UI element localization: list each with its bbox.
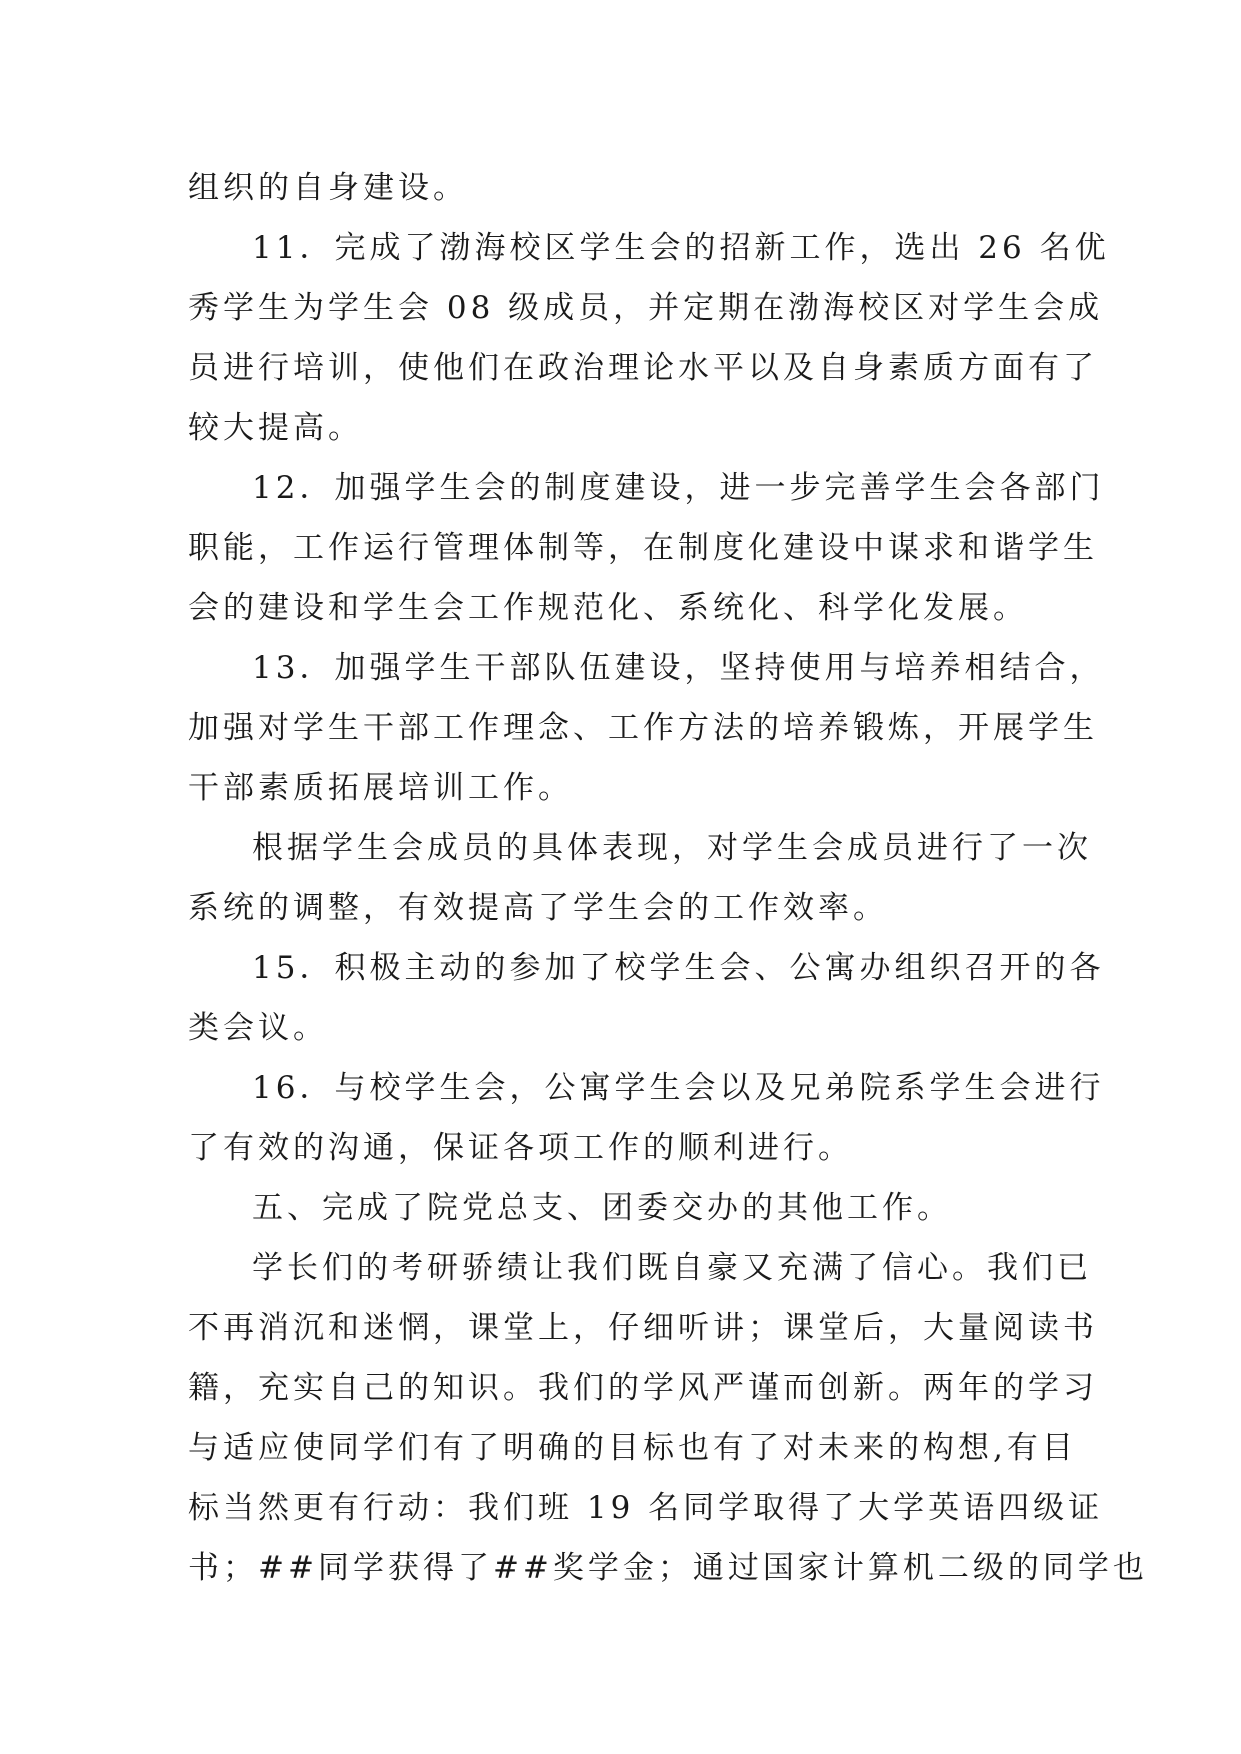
text-line: 加强对学生干部工作理念、工作方法的培养锻炼，开展学生 bbox=[188, 710, 1098, 746]
text-line: 12．加强学生会的制度建设，进一步完善学生会各部门 bbox=[252, 470, 1105, 506]
text-line: 书；##同学获得了##奖学金；通过国家计算机二级的同学也 bbox=[188, 1550, 1148, 1586]
text-line: 五、完成了院党总支、团委交办的其他工作。 bbox=[252, 1190, 952, 1226]
text-line: 职能，工作运行管理体制等，在制度化建设中谋求和谐学生 bbox=[188, 530, 1098, 566]
text-line: 学长们的考研骄绩让我们既自豪又充满了信心。我们已 bbox=[252, 1250, 1092, 1286]
text-line: 了有效的沟通，保证各项工作的顺利进行。 bbox=[188, 1130, 853, 1166]
text-line: 类会议。 bbox=[188, 1010, 328, 1046]
text-line: 11．完成了渤海校区学生会的招新工作，选出 26 名优 bbox=[252, 230, 1110, 266]
text-line: 15．积极主动的参加了校学生会、公寓办组织召开的各 bbox=[252, 950, 1105, 986]
text-line: 干部素质拓展培训工作。 bbox=[188, 770, 573, 806]
document-body bbox=[188, 158, 1148, 1598]
text-line: 与适应使同学们有了明确的目标也有了对未来的构想,有目 bbox=[188, 1430, 1077, 1466]
text-line: 秀学生为学生会 08 级成员，并定期在渤海校区对学生会成 bbox=[188, 290, 1104, 326]
text-line: 系统的调整，有效提高了学生会的工作效率。 bbox=[188, 890, 888, 926]
text-line: 不再消沉和迷惘，课堂上，仔细听讲；课堂后，大量阅读书 bbox=[188, 1310, 1098, 1346]
text-line: 较大提高。 bbox=[188, 410, 363, 446]
text-line: 13．加强学生干部队伍建设，坚持使用与培养相结合， bbox=[252, 650, 1105, 686]
text-line: 根据学生会成员的具体表现，对学生会成员进行了一次 bbox=[252, 830, 1092, 866]
text-line: 会的建设和学生会工作规范化、系统化、科学化发展。 bbox=[188, 590, 1028, 626]
text-line: 员进行培训，使他们在政治理论水平以及自身素质方面有了 bbox=[188, 350, 1098, 386]
text-line: 16．与校学生会，公寓学生会以及兄弟院系学生会进行 bbox=[252, 1070, 1105, 1106]
text-line: 标当然更有行动：我们班 19 名同学取得了大学英语四级证 bbox=[188, 1490, 1104, 1526]
text-line: 组织的自身建设。 bbox=[188, 170, 468, 206]
text-line: 籍，充实自己的知识。我们的学风严谨而创新。两年的学习 bbox=[188, 1370, 1098, 1406]
